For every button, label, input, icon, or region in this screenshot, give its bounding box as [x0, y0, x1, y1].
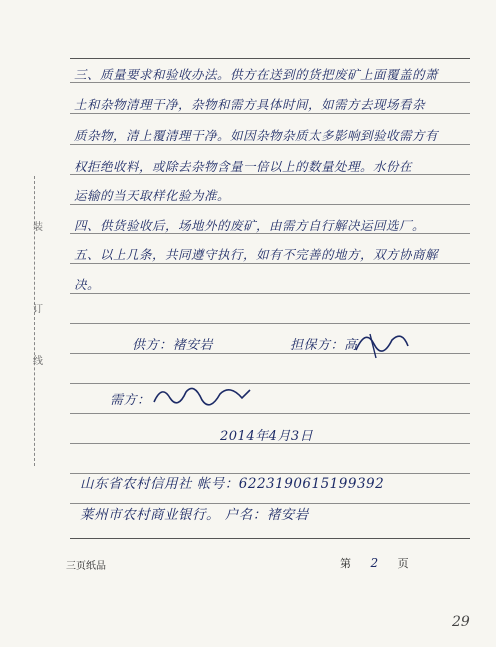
- binding-char: 线: [33, 356, 43, 367]
- body-line: 决。: [74, 277, 101, 292]
- binding-char: 订: [33, 304, 43, 315]
- body-line: 质杂物，清上覆清理干净。如因杂物杂质太多影响到验收需方有: [74, 128, 439, 143]
- body-line: 运输的当天取样化验为准。: [74, 188, 231, 203]
- ruled-line: [70, 204, 470, 205]
- buyer-signature: 需方：: [110, 393, 151, 408]
- body-line: 三、质量要求和验收办法。供方在送到的货把废矿上面覆盖的萧: [74, 67, 439, 82]
- bank-account-line: 山东省农村信用社 帐号：6223190615199392: [80, 476, 385, 492]
- body-line: 四、供货验收后，场地外的废矿，由需方自行解决运回选厂。: [74, 218, 426, 233]
- page-prefix: 第: [340, 557, 351, 570]
- body-line: 权拒绝收料，或除去杂物含量一倍以上的数量处理。水份在: [74, 159, 413, 174]
- ruled-line: [70, 293, 470, 294]
- ruled-line: [70, 383, 470, 384]
- body-line: 五、以上几条，共同遵守执行，如有不完善的地方，双方协商解: [74, 247, 439, 262]
- ruled-line: [70, 538, 470, 539]
- bank-name-line: 莱州市农村商业银行。 户名：褚安岩: [80, 507, 309, 523]
- ruled-line: [70, 413, 470, 414]
- ruled-line: [70, 58, 470, 59]
- ruled-line: [70, 144, 470, 145]
- binding-char: 装: [33, 222, 43, 233]
- paper-brand-label: 三页纸品: [66, 561, 106, 572]
- page-number: 2: [370, 556, 379, 570]
- ruled-line: [70, 263, 470, 264]
- contract-date: 2014年4月3日: [220, 429, 314, 444]
- body-line: 土和杂物清理干净，杂物和需方具体时间，如需方去现场看杂: [74, 97, 426, 112]
- guarantor-signature-scribble: [352, 322, 412, 362]
- guarantor-signature: 担保方：高: [290, 338, 358, 353]
- page-suffix: 页: [397, 557, 409, 570]
- ruled-line: [70, 113, 470, 114]
- buyer-signature-scribble: [150, 380, 255, 416]
- supplier-signature: 供方：褚安岩: [132, 338, 214, 353]
- corner-page-number: 29: [452, 614, 470, 630]
- page-number-label: [340, 555, 409, 571]
